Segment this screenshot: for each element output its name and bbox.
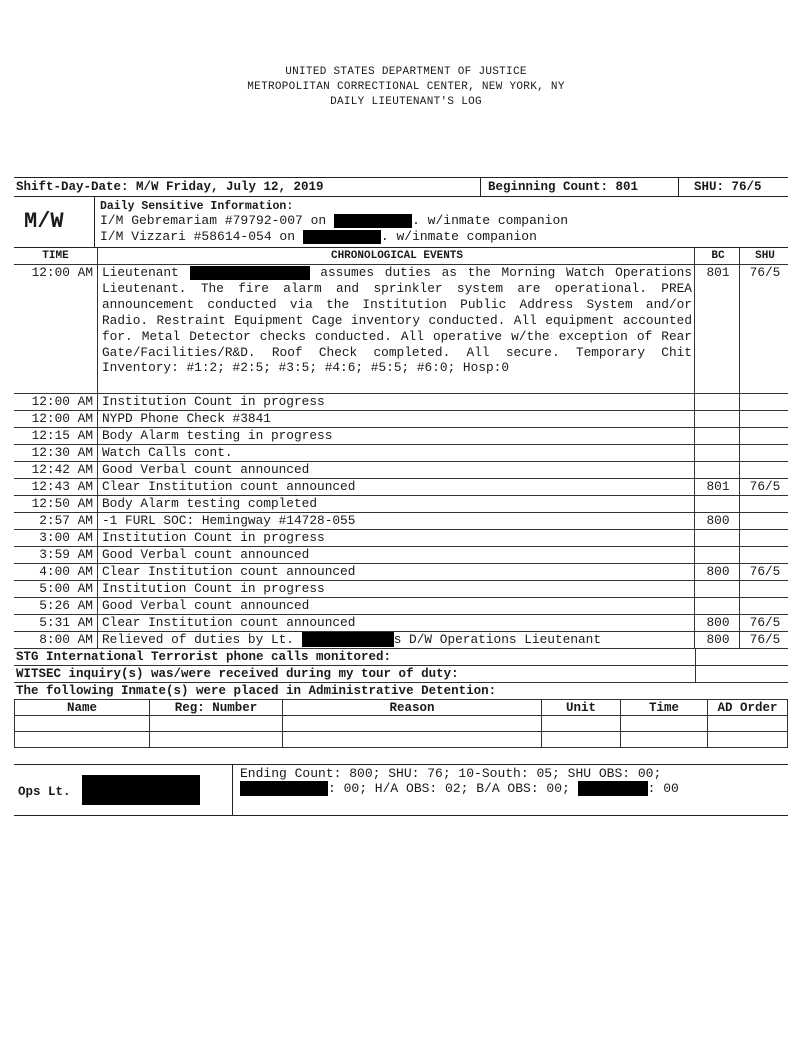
redaction-bar (190, 266, 310, 280)
events-header-row (14, 248, 788, 265)
stg-row (14, 649, 788, 666)
redaction-bar (302, 632, 394, 647)
event-row (14, 462, 788, 479)
event-time: 12:30 AM (14, 445, 98, 462)
event-time: 2:57 AM (14, 513, 98, 530)
beginning-count: Beginning Count: 801 (488, 180, 639, 194)
event-row (14, 564, 788, 581)
shift-row (14, 177, 788, 197)
event-text: Institution Count in progress (98, 394, 695, 411)
event-row-first (14, 265, 788, 394)
col-events: CHRONOLOGICAL EVENTS (98, 248, 695, 265)
ending-count-line-1: Ending Count: 800; SHU: 76; 10-South: 05; SHU OBS: 00; (240, 766, 662, 781)
event-bc (695, 547, 740, 564)
event-row (14, 394, 788, 411)
event-shu (740, 547, 789, 564)
event-bc (695, 530, 740, 547)
event-text: Body Alarm testing completed (98, 496, 695, 513)
event-row (14, 479, 788, 496)
event-text: Good Verbal count announced (98, 547, 695, 564)
event-bc (695, 394, 740, 411)
event-text: Watch Calls cont. (98, 445, 695, 462)
event-time: 12:50 AM (14, 496, 98, 513)
event-text: NYPD Phone Check #3841 (98, 411, 695, 428)
sensitive-line-2: I/M Vizzari #58614-054 on . w/inmate companion (100, 229, 537, 244)
event-row (14, 513, 788, 530)
redaction-bar (82, 775, 200, 805)
event-time: 5:00 AM (14, 581, 98, 598)
event-text: Good Verbal count announced (98, 462, 695, 479)
ad-col-reason: Reason (283, 700, 542, 716)
event-row (14, 530, 788, 547)
shift-day-date: Shift-Day-Date: M/W Friday, July 12, 2019 (16, 180, 324, 194)
col-bc: BC (695, 248, 740, 265)
event-shu: 76/5 (740, 564, 789, 581)
col-time: TIME (14, 248, 98, 265)
footer-block (14, 764, 788, 816)
event-shu (740, 530, 789, 547)
event-bc: 800 (695, 615, 740, 632)
redaction-bar (578, 781, 648, 796)
event-bc: 801 (695, 265, 740, 394)
event-shu (740, 462, 789, 479)
event-bc (695, 462, 740, 479)
event-text: Institution Count in progress (98, 530, 695, 547)
ops-lt-label: Ops Lt. (18, 785, 71, 799)
ad-col-time: Time (621, 700, 708, 716)
event-shu: 76/5 (740, 615, 789, 632)
shift-code: M/W (24, 209, 64, 234)
event-shu (740, 598, 789, 615)
event-time: 8:00 AM (14, 632, 98, 649)
event-text: -1 FURL SOC: Hemingway #14728-055 (98, 513, 695, 530)
event-text: Relieved of duties by Lt. s D/W Operations Lieutenant (98, 632, 695, 649)
doc-header-facility: METROPOLITAN CORRECTIONAL CENTER, NEW YORK, NY (247, 81, 565, 93)
event-shu (740, 581, 789, 598)
sensitive-title: Daily Sensitive Information: (100, 200, 294, 213)
event-bc (695, 445, 740, 462)
event-bc (695, 581, 740, 598)
event-time: 12:43 AM (14, 479, 98, 496)
event-shu: 76/5 (740, 479, 789, 496)
event-bc (695, 496, 740, 513)
doc-header-title: DAILY LIEUTENANT'S LOG (330, 96, 482, 108)
redaction-bar (240, 781, 328, 796)
event-time: 12:00 AM (14, 394, 98, 411)
event-shu (740, 513, 789, 530)
col-shu: SHU (740, 248, 789, 265)
event-row (14, 496, 788, 513)
ad-empty-row (15, 716, 788, 732)
event-text: Clear Institution count announced (98, 479, 695, 496)
sensitive-line-1: I/M Gebremariam #79792-007 on . w/inmate companion (100, 213, 569, 228)
ad-col-name: Name (15, 700, 150, 716)
event-text: Body Alarm testing in progress (98, 428, 695, 445)
ad-header-row (15, 700, 788, 716)
event-shu: 76/5 (740, 632, 789, 649)
event-time: 12:00 AM (14, 265, 98, 394)
event-bc (695, 428, 740, 445)
event-time: 12:42 AM (14, 462, 98, 479)
event-bc: 800 (695, 513, 740, 530)
event-shu (740, 428, 789, 445)
event-text: Lieutenant assumes duties as the Morning Watch Operations Lieutenant. The fire alarm and sprinkler system are operational. PREA announcement conducted via the Institution Public Address System and/or Radio. Restraint Equipment Cage inventory conducted. All equipment accounted for. Metal Detector checks conducted. All operative w/the exception of Rear Gate/Facilities/R&D. Roof Check completed. All secure. Temporary Chit Inventory: #1:2; #2:5; #3:5; #4:6; #5:5; #6:0; Hosp:0 (98, 265, 695, 394)
ad-table (14, 699, 788, 748)
event-row (14, 428, 788, 445)
event-time: 5:26 AM (14, 598, 98, 615)
event-row (14, 615, 788, 632)
event-shu: 76/5 (740, 265, 789, 394)
ad-col-order: AD Order (708, 700, 788, 716)
event-time: 5:31 AM (14, 615, 98, 632)
ending-count-line-2: : 00; H/A OBS: 02; B/A OBS: 00; : 00 (240, 781, 679, 796)
chronological-events (14, 248, 788, 748)
redaction-bar (334, 214, 412, 228)
event-time: 4:00 AM (14, 564, 98, 581)
event-bc: 800 (695, 632, 740, 649)
event-bc (695, 411, 740, 428)
stg-statement: STG International Terrorist phone calls monitored: (14, 649, 696, 666)
witsec-statement: WITSEC inquiry(s) was/were received during my tour of duty: (14, 666, 696, 683)
event-row-last (14, 632, 788, 649)
event-row (14, 411, 788, 428)
event-time: 12:15 AM (14, 428, 98, 445)
event-row (14, 581, 788, 598)
witsec-row (14, 666, 788, 683)
event-shu (740, 445, 789, 462)
event-text: Clear Institution count announced (98, 615, 695, 632)
ad-col-reg: Reg: Number (150, 700, 283, 716)
doc-header-agency: UNITED STATES DEPARTMENT OF JUSTICE (285, 66, 527, 78)
event-shu (740, 411, 789, 428)
event-time: 3:00 AM (14, 530, 98, 547)
event-time: 12:00 AM (14, 411, 98, 428)
event-row (14, 547, 788, 564)
event-bc (695, 598, 740, 615)
event-text: Institution Count in progress (98, 581, 695, 598)
event-time: 3:59 AM (14, 547, 98, 564)
redaction-bar (303, 230, 381, 244)
event-shu (740, 394, 789, 411)
ad-empty-row (15, 732, 788, 748)
ad-col-unit: Unit (542, 700, 621, 716)
event-bc: 801 (695, 479, 740, 496)
ad-title: The following Inmate(s) were placed in Administrative Detention: (16, 684, 497, 698)
event-bc: 800 (695, 564, 740, 581)
event-shu (740, 496, 789, 513)
event-row (14, 445, 788, 462)
event-row (14, 598, 788, 615)
sensitive-info-block (14, 197, 788, 248)
event-text: Clear Institution count announced (98, 564, 695, 581)
shu-count: SHU: 76/5 (694, 180, 762, 194)
event-text: Good Verbal count announced (98, 598, 695, 615)
